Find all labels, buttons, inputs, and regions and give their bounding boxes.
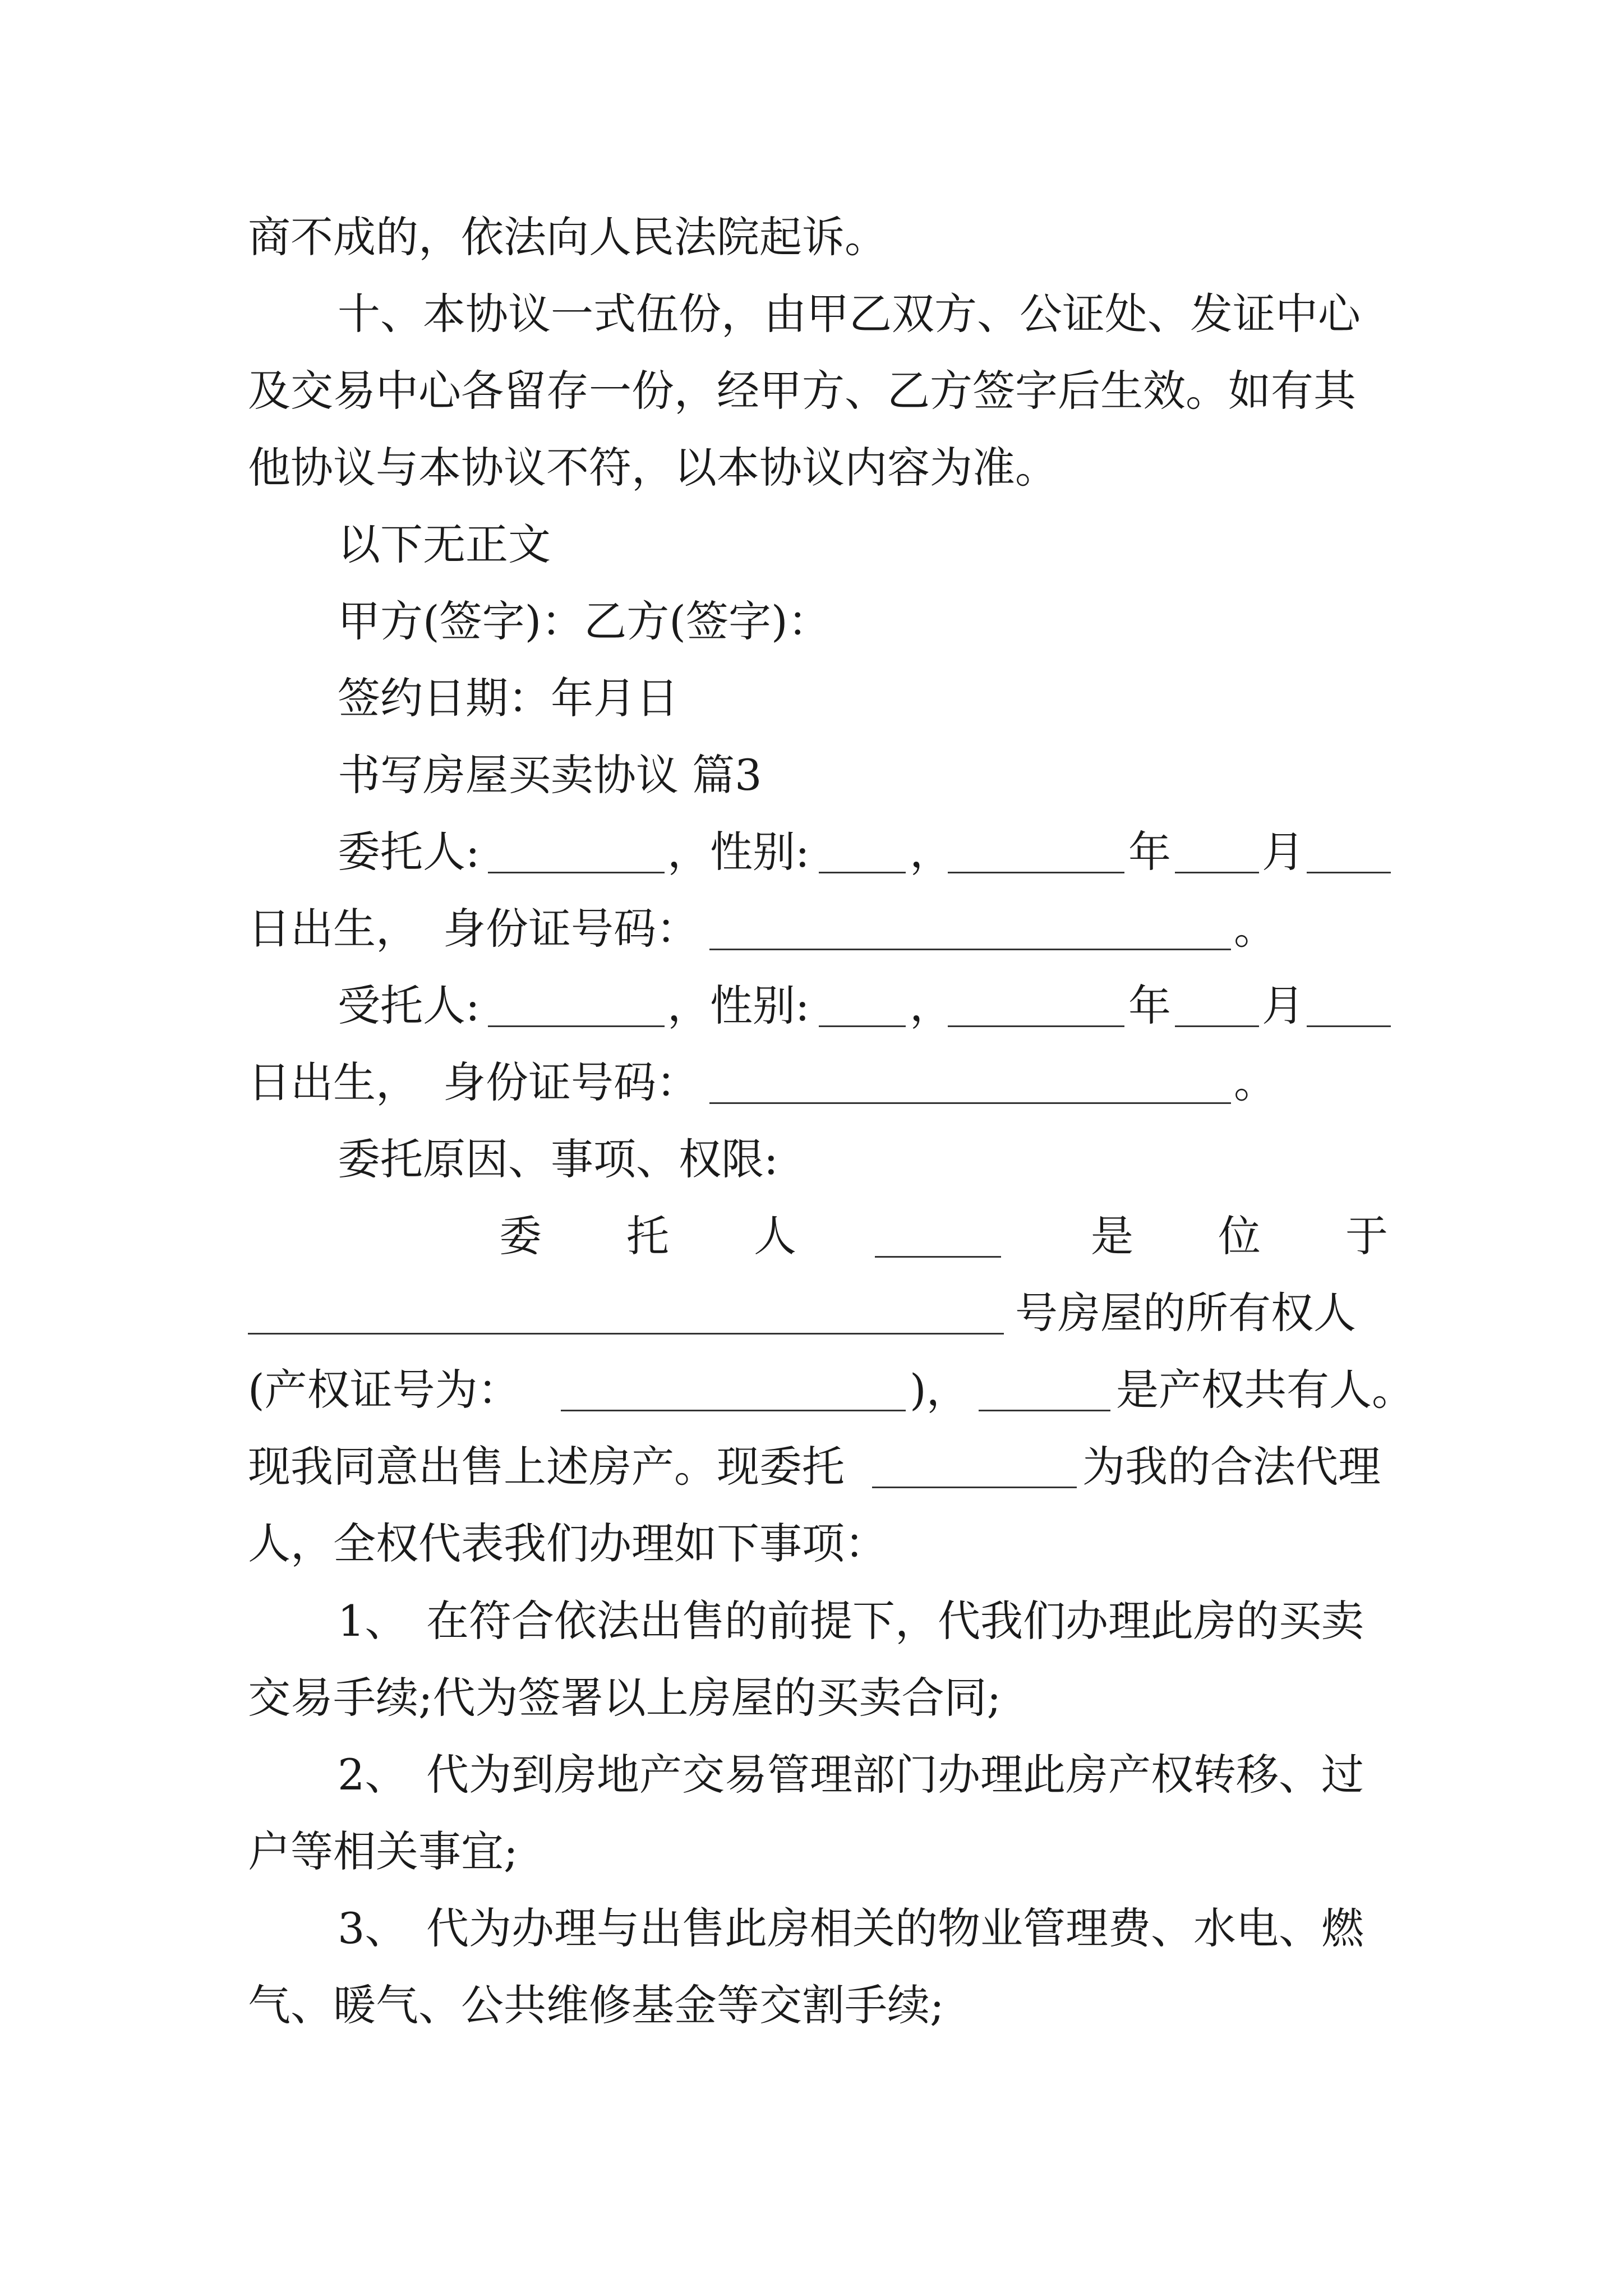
delegator-id-line — [0, 895, 1623, 963]
item-text: 交易手续;代为签署以上房屋的买卖合同; — [248, 1673, 1002, 1723]
item-text: 代为办理与出售此房相关的物业管理费、水电、燃 — [426, 1903, 1364, 1953]
delegatee-birth-year-blank[interactable] — [948, 1025, 1124, 1027]
delegator-spread — [499, 1203, 796, 1270]
gender-label: ，性别: — [667, 981, 810, 1030]
spread-char: 人 — [754, 1211, 796, 1261]
matters-intro: 人，全权代表我们办理如下事项： — [248, 1519, 887, 1568]
certificate-close: )， — [910, 1365, 969, 1415]
delegator-birth-month-blank[interactable] — [1175, 872, 1259, 873]
section-title-line — [0, 742, 1623, 809]
delegator-gender-blank[interactable] — [819, 872, 906, 873]
paragraph-text: 他协议与本协议不符，以本协议内容为准。 — [248, 443, 1058, 493]
comma-text: ， — [910, 827, 952, 877]
delegator-line — [0, 818, 1623, 886]
born-label: 日出生， — [248, 904, 418, 954]
reason-heading: 委托原因、事项、权限: — [338, 1134, 778, 1184]
item-text: 户等相关事宜; — [248, 1826, 518, 1876]
paragraph-text: 十、本协议一式伍份，由甲乙双方、公证处、发证中心 — [338, 289, 1361, 339]
spread-char: 位 — [1218, 1211, 1261, 1261]
house-owner-text: 号房屋的所有权人 — [1015, 1288, 1356, 1338]
certificate-number-blank[interactable] — [561, 1410, 906, 1411]
id-number-label: 身份证号码： — [443, 904, 699, 954]
signature-labels: 甲方(签字)：乙方(签字)： — [338, 596, 831, 646]
house-address-line — [0, 1280, 1623, 1347]
certificate-label: (产权证号为： — [248, 1365, 520, 1415]
spread-char: 于 — [1345, 1211, 1388, 1261]
agree-line — [0, 1433, 1623, 1501]
signing-date-line — [0, 665, 1623, 732]
no-further-text-note: 以下无正文 — [338, 519, 551, 569]
list-item — [0, 1588, 1623, 1655]
located-at-spread — [1091, 1203, 1388, 1270]
section-title: 书写房屋买卖协议 篇3 — [338, 750, 762, 800]
month-label: 月 — [1262, 827, 1304, 877]
delegatee-name-blank[interactable] — [488, 1025, 665, 1027]
list-item — [0, 1741, 1623, 1809]
agree-text: 现我同意出售上述房产。现委托 — [248, 1442, 845, 1492]
signing-date-label: 签约日期：年月日 — [338, 673, 679, 723]
matters-intro-line — [0, 1510, 1623, 1577]
body-line — [0, 204, 1623, 271]
co-owner-blank[interactable] — [979, 1410, 1110, 1411]
agent-text: 为我的合法代理 — [1082, 1442, 1381, 1492]
delegator-label: 委托人: — [338, 827, 480, 877]
gender-label: ，性别: — [667, 827, 810, 877]
delegator-birth-day-blank[interactable] — [1307, 872, 1391, 873]
item-text: 在符合依法出售的前提下，代我们办理此房的买卖 — [426, 1596, 1364, 1646]
co-owner-text: 是产权共有人。 — [1116, 1365, 1414, 1415]
spread-char: 委 — [499, 1211, 542, 1261]
delegatee-birth-day-blank[interactable] — [1307, 1025, 1391, 1027]
delegatee-birth-month-blank[interactable] — [1175, 1025, 1259, 1027]
item-text: 气、暖气、公共维修基金等交割手续; — [248, 1980, 944, 2030]
delegator-name-blank-2[interactable] — [875, 1256, 1001, 1258]
comma-text: ， — [910, 981, 952, 1030]
year-label: 年 — [1128, 981, 1171, 1030]
signature-line — [0, 588, 1623, 655]
delegatee-label: 受托人: — [338, 981, 480, 1030]
agent-name-blank[interactable] — [872, 1487, 1077, 1488]
year-label: 年 — [1128, 827, 1171, 877]
body-line — [0, 357, 1623, 425]
item-number: 3、 — [338, 1903, 408, 1953]
certificate-line — [0, 1356, 1623, 1424]
spread-char: 托 — [626, 1211, 669, 1261]
list-item-continued — [0, 1972, 1623, 2039]
period-text: 。 — [1234, 1057, 1276, 1107]
item-number: 1、 — [338, 1596, 408, 1646]
delegator-id-blank[interactable] — [709, 949, 1231, 950]
body-line — [0, 434, 1623, 501]
item-number: 2、 — [338, 1750, 408, 1800]
body-line — [0, 511, 1623, 578]
period-text: 。 — [1234, 904, 1276, 954]
list-item-continued — [0, 1664, 1623, 1732]
delegatee-id-line — [0, 1049, 1623, 1116]
delegator-name-blank[interactable] — [488, 872, 665, 873]
paragraph-text: 商不成的，依法向人民法院起诉。 — [248, 212, 887, 262]
delegatee-id-blank[interactable] — [709, 1102, 1231, 1104]
month-label: 月 — [1262, 981, 1304, 1030]
paragraph-text: 及交易中心各留存一份，经甲方、乙方签字后生效。如有其 — [248, 366, 1356, 416]
spread-line — [0, 1203, 1623, 1270]
body-line — [0, 280, 1623, 348]
list-item-continued — [0, 1818, 1623, 1885]
id-number-label: 身份证号码： — [443, 1057, 699, 1107]
house-address-blank[interactable] — [248, 1333, 1004, 1335]
born-label: 日出生， — [248, 1057, 418, 1107]
delegator-birth-year-blank[interactable] — [948, 872, 1124, 873]
item-text: 代为到房地产交易管理部门办理此房产权转移、过 — [426, 1750, 1364, 1800]
delegatee-line — [0, 972, 1623, 1039]
delegatee-gender-blank[interactable] — [819, 1025, 906, 1027]
list-item — [0, 1895, 1623, 1962]
spread-char: 是 — [1091, 1211, 1133, 1261]
reason-heading-line — [0, 1126, 1623, 1193]
